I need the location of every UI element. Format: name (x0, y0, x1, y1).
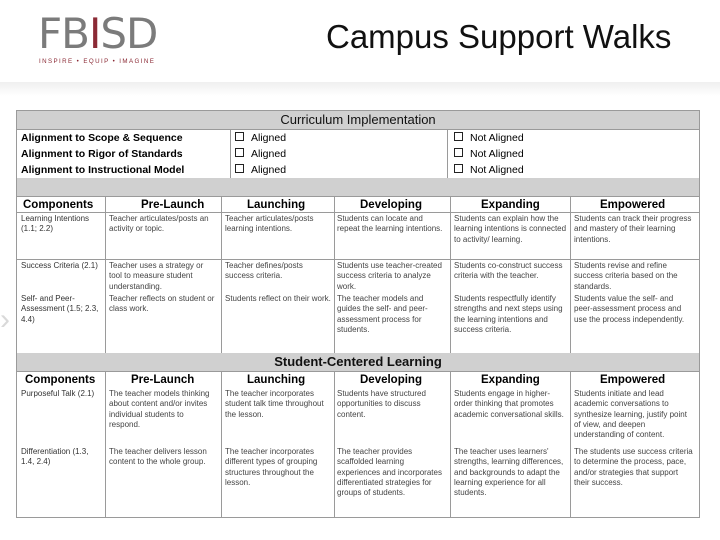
table-cell: Students engage in higher-order thinking that promotes academic conversational skills. (454, 389, 564, 419)
table-cell: Students can explain how the learning intentions is connected to activity/ learning. (454, 214, 567, 244)
col-header-components: Components (23, 199, 94, 211)
not-aligned-option[interactable]: Not Aligned (454, 146, 524, 162)
fbisd-logo (38, 10, 168, 66)
checkbox-icon[interactable] (235, 132, 244, 141)
learning-section-title: Student-Centered Learning (17, 353, 699, 371)
row-label: Alignment to Scope & Sequence (21, 132, 183, 144)
table-cell: Teacher articulates/posts an activity or topic. (109, 214, 209, 234)
not-aligned-option[interactable]: Not Aligned (454, 130, 524, 146)
col-header-components: Components (25, 374, 96, 386)
table-cell: The teacher models and guides the self- and peer-assessment process for students. (337, 294, 428, 334)
col-header-launching: Launching (247, 199, 306, 211)
table-cell: Students can locate and repeat the learning intentions. (337, 214, 443, 234)
header-divider (0, 82, 720, 96)
table-cell: Students value the self- and peer-assessment process and use the process independently. (574, 294, 685, 324)
col-header-empowered: Empowered (600, 199, 666, 211)
curriculum-row (17, 130, 699, 146)
table-cell: The students use success criteria to determine the process, pace, and/or strategies that support their success. (574, 447, 693, 487)
chevron-left-icon: › (0, 303, 10, 336)
col-header-launching: Launching (247, 374, 306, 386)
not-aligned-option[interactable]: Not Aligned (454, 162, 524, 178)
table-cell: Teacher reflects on student or class work. (109, 294, 215, 314)
checkbox-icon[interactable] (454, 132, 463, 141)
table-cell: The teacher provides scaffolded learning experiences and incorporates differentiated strategies for groups of students. (337, 447, 442, 498)
table-cell: Differentiation (1.3, 1.4, 2.4) (21, 447, 89, 467)
col-header-pre-launch: Pre-Launch (141, 199, 205, 211)
row-label: Alignment to Rigor of Standards (21, 148, 183, 160)
aligned-option[interactable]: Aligned (235, 146, 286, 162)
slide-header (0, 0, 720, 82)
checkbox-icon[interactable] (235, 164, 244, 173)
page-title: Campus Support Walks (326, 18, 672, 55)
col-header-expanding: Expanding (481, 199, 540, 211)
row-label: Alignment to Instructional Model (21, 164, 185, 176)
checkbox-icon[interactable] (235, 148, 244, 157)
table-cell: Students use teacher-created success criteria to analyze work. (337, 261, 442, 291)
table-cell: Students initiate and lead academic conversations to synthesize learning, justify point of view, and deepen understanding of content. (574, 389, 687, 440)
table-cell: Students respectfully identify strengths and next steps using the learning intentions and success criteria. (454, 294, 563, 334)
checkbox-icon[interactable] (454, 164, 463, 173)
logo-wordmark: FBISD (38, 9, 158, 58)
table-cell: Teacher articulates/posts learning intentions. (225, 214, 314, 234)
table-cell: Success Criteria (2.1) (21, 261, 98, 270)
table-cell: Purposeful Talk (2.1) (21, 389, 95, 398)
table-cell: The teacher incorporates different types of grouping structures throughout the lesson. (225, 447, 318, 487)
checkbox-icon[interactable] (454, 148, 463, 157)
assessment-section-title-text (17, 178, 699, 196)
table-cell: Students can track their progress and mastery of their learning intentions. (574, 214, 692, 244)
table-cell: Teacher defines/posts success criteria. (225, 261, 303, 281)
table-cell: Self- and Peer-Assessment (1.5; 2.3, 4.4) (21, 294, 99, 324)
table-cell: The teacher uses learners' strengths, learning differences, and backgrounds to adapt the learning experience for all students. (454, 447, 564, 498)
logo-tagline: INSPIRE • EQUIP • IMAGINE (39, 58, 156, 65)
col-header-developing: Developing (360, 374, 422, 386)
table-cell: Students have structured opportunities to discuss content. (337, 389, 426, 419)
table-cell: The teacher models thinking about content and/or invites individual students to respond. (109, 389, 210, 429)
curriculum-row (17, 162, 699, 178)
table-cell: The teacher delivers lesson content to the whole group. (109, 447, 207, 467)
aligned-option[interactable]: Aligned (235, 130, 286, 146)
table-cell: Students reflect on their work. (225, 294, 331, 303)
table-cell: Students revise and refine success criteria based on the standards. (574, 261, 678, 291)
col-header-pre-launch: Pre-Launch (131, 374, 195, 386)
col-header-expanding: Expanding (481, 374, 540, 386)
table-cell: Students co-construct success criteria with the teacher. (454, 261, 563, 281)
col-header-developing: Developing (360, 199, 422, 211)
table-cell: Learning Intentions (1.1; 2.2) (21, 214, 90, 234)
table-cell: The teacher incorporates student talk time throughout the lesson. (225, 389, 324, 419)
col-header-empowered: Empowered (600, 374, 666, 386)
aligned-option[interactable]: Aligned (235, 162, 286, 178)
curriculum-section-title: Curriculum Implementation (17, 111, 699, 129)
table-cell: Teacher uses a strategy or tool to measure student understanding. (109, 261, 204, 291)
curriculum-row (17, 146, 699, 162)
walk-rubric-document (16, 110, 700, 518)
